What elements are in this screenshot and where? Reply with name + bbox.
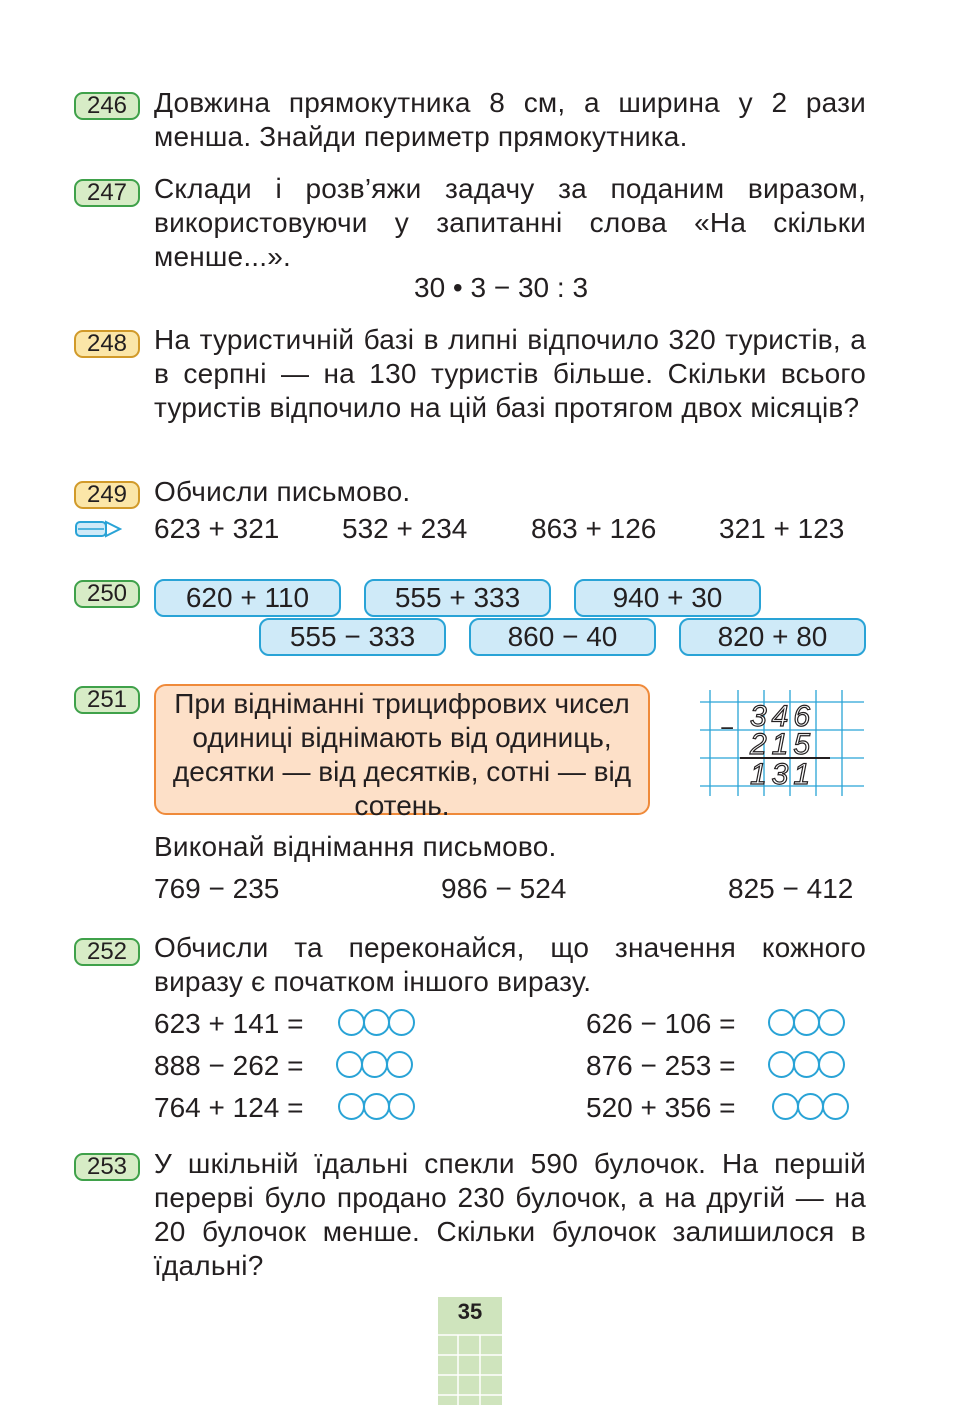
task-249-expr-1: 623 + 321: [154, 513, 280, 544]
task-251-expr-2: 986 − 524: [441, 873, 567, 904]
expression-card: 620 + 110: [154, 579, 341, 617]
task-252-text: Обчисли та переконайся, що значення кожного виразу є початком іншого виразу.: [154, 932, 866, 997]
difference: 131: [750, 758, 816, 791]
task-248-text: На туристичній базі в липні відпочило 320 туристів, а в серпні — на 130 туристів більше. Скільки всього туристів відпочило на цій базі протягом двох місяців?: [154, 324, 866, 423]
page-number-box: [438, 1297, 502, 1405]
task-249-expr-2: 532 + 234: [342, 513, 468, 544]
equation-left-2: 888 − 262 =: [154, 1050, 304, 1081]
task-253-text: У шкільній їдальні спекли 590 булочок. На першій перерві було продано 230 булочок, а на другій — на 20 булочок менше. Скільки булочок залишилося в їдальні?: [154, 1148, 866, 1281]
task-251-instruction: Виконай віднімання письмово.: [154, 831, 557, 862]
task-251-expr-3: 825 − 412: [728, 873, 854, 904]
answer-cells[interactable]: [338, 1093, 413, 1120]
answer-cells[interactable]: [336, 1051, 411, 1078]
task-247-text: Склади і розв’яжи задачу за поданим виразом, використовуючи у запитанні слова «На скільки менше...».: [154, 173, 866, 272]
expression-card: 820 + 80: [679, 618, 866, 656]
task-249-expr-3: 863 + 126: [531, 513, 657, 544]
pencil-icon: [74, 519, 122, 539]
task-number-247: 247: [74, 179, 140, 207]
task-249-expr-4: 321 + 123: [719, 513, 845, 544]
task-247-expression: 30 • 3 − 30 : 3: [414, 272, 589, 303]
equation-right-2: 876 − 253 =: [586, 1050, 736, 1081]
minus-sign: −: [720, 715, 735, 742]
expression-card: 860 − 40: [469, 618, 656, 656]
task-number-252: 252: [74, 938, 140, 966]
rule-text: При відніманні трицифрових чисел одиниці віднімають від одиниць, десятки — від десятків, сотні — від сотень.: [172, 688, 632, 821]
task-number-248: 248: [74, 330, 140, 358]
expression-card: 555 + 333: [364, 579, 551, 617]
task-number-251: 251: [74, 686, 140, 714]
equation-left-3: 764 + 124 =: [154, 1092, 304, 1123]
task-249-text: Обчисли письмово.: [154, 476, 411, 507]
answer-cells[interactable]: [768, 1009, 843, 1036]
equation-right-3: 520 + 356 =: [586, 1092, 736, 1123]
answer-cells[interactable]: [768, 1051, 843, 1078]
rule-box: [154, 684, 650, 821]
task-number-253: 253: [74, 1153, 140, 1181]
expression-card: 940 + 30: [574, 579, 761, 617]
page-number: 35: [457, 1299, 483, 1324]
answer-cells[interactable]: [772, 1093, 847, 1120]
task-246-text: Довжина прямокутника 8 см, а ширина у 2 рази менша. Знайди периметр прямокутника.: [154, 87, 866, 152]
task-251-expr-1: 769 − 235: [154, 873, 280, 904]
minuend: 346: [750, 700, 816, 733]
subtrahend: 215: [750, 728, 816, 761]
equation-right-1: 626 − 106 =: [586, 1008, 736, 1039]
expression-card: 555 − 333: [259, 618, 446, 656]
task-number-250: 250: [74, 580, 140, 608]
equation-left-1: 623 + 141 =: [154, 1008, 304, 1039]
task-number-246: 246: [74, 92, 140, 120]
answer-cells[interactable]: [338, 1009, 413, 1036]
column-subtraction-example: [700, 688, 868, 798]
task-number-249: 249: [74, 481, 140, 509]
